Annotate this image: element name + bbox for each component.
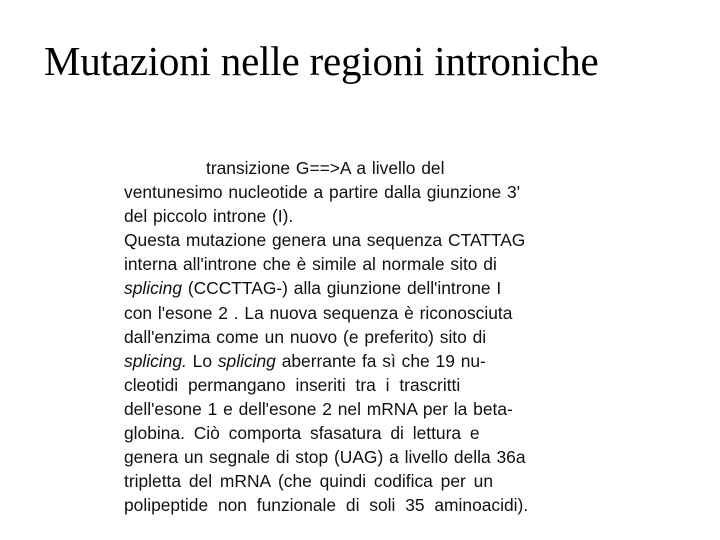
text-line: globina. Ciò comporta sfasatura di lettura e xyxy=(124,423,480,444)
text-line: genera un segnale di stop (UAG) a livello della 36a xyxy=(124,447,526,468)
text-line: dall'enzima come un nuovo (e preferito) sito di xyxy=(124,326,487,347)
text-line: splicing. Lo splicing aberrante fa sì che 19 nu- xyxy=(124,350,486,371)
text-line: ventunesimo nucleotide a partire dalla giunzione 3' xyxy=(124,182,521,203)
text-line: del piccolo introne (I). xyxy=(124,206,294,227)
text-line: splicing (CCCTTAG-) alla giunzione dell'introne I xyxy=(124,278,502,299)
text-line: dell'esone 1 e dell'esone 2 nel mRNA per la beta- xyxy=(124,398,513,419)
text-line: cleotidi permangano inseriti tra i trascritti xyxy=(124,374,461,395)
slide-title: Mutazioni nelle regioni introniche xyxy=(44,38,599,84)
body-text xyxy=(124,156,604,517)
text-line: polipeptide non funzionale di soli 35 aminoacidi). xyxy=(124,495,529,516)
italic-term: splicing. xyxy=(124,350,187,371)
text-line: Questa mutazione genera una sequenza CTATTAG xyxy=(124,230,526,251)
italic-term: splicing xyxy=(124,278,182,299)
text-line: con l'esone 2 . La nuova sequenza è riconosciuta xyxy=(124,302,513,323)
text-line: tripletta del mRNA (che quindi codifica per un xyxy=(124,471,493,492)
text-line: interna all'introne che è simile al normale sito di xyxy=(124,254,497,275)
italic-term: splicing xyxy=(217,350,276,371)
text-line: transizione G==>A a livello del xyxy=(206,158,445,178)
